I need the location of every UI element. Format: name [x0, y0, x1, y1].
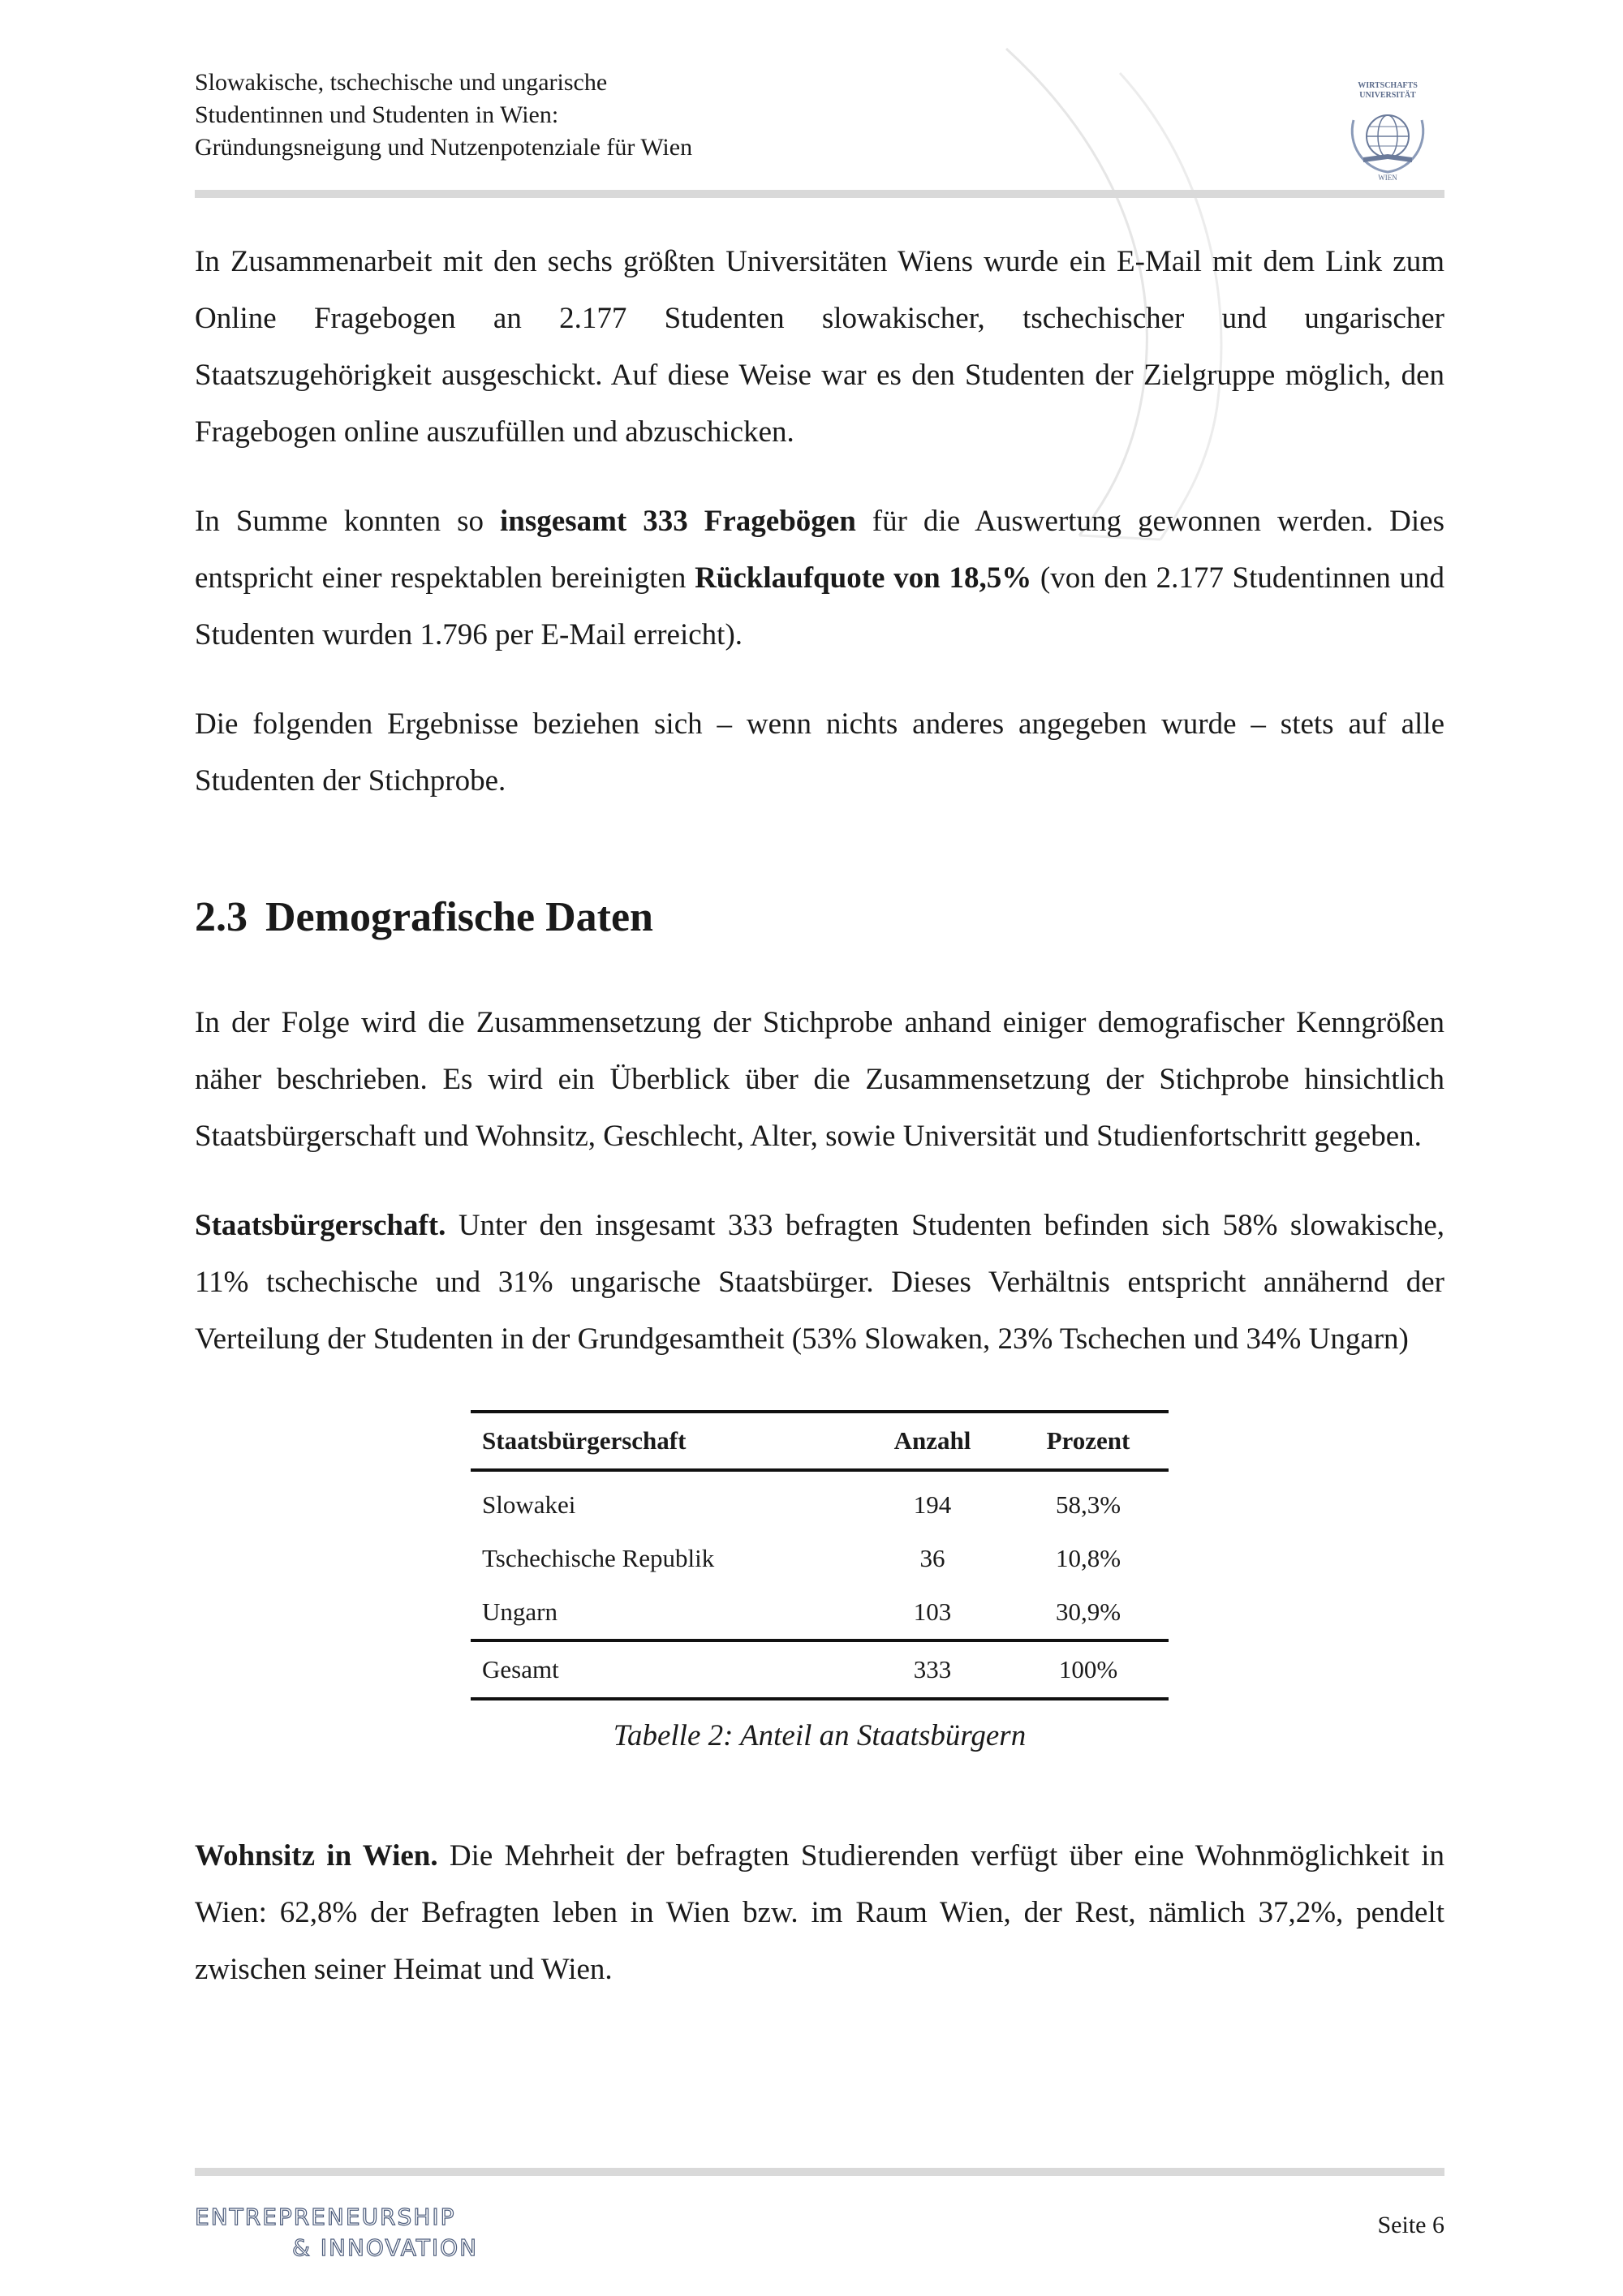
paragraph [195, 1828, 1444, 1998]
citizenship-table-wrapper [471, 1410, 1169, 1701]
text-run: (von den 2.177 Studentinnen und Studenten wurden 1.796 per E-Mail erreicht). [195, 561, 1444, 651]
paragraph: Die folgenden Ergebnisse beziehen sich – wenn nichts anderes angegeben wurde – stets auf alle Studenten der Stichprobe. [195, 707, 1444, 798]
paragraph [195, 493, 1444, 664]
paragraph-lead: Staatsbürgerschaft. [195, 1209, 446, 1242]
header-divider [195, 190, 1444, 198]
section-number: 2.3 [195, 894, 248, 940]
table-caption: Tabelle 2: Anteil an Staatsbürgern [613, 1719, 1027, 1752]
header-line: Slowakische, tschechische und ungarische [195, 69, 608, 96]
logo-text: UNIVERSITÄT [1359, 91, 1416, 100]
section-title: Demografische Daten [265, 894, 653, 940]
column-header: Staatsbürgerschaft [482, 1426, 687, 1455]
table-cell: Ungarn [482, 1597, 558, 1626]
header-line: Gründungsneigung und Nutzenpotenziale für Wien [195, 134, 693, 161]
bold-text: Rücklaufquote von 18,5% [695, 561, 1032, 595]
paragraph: In Zusammenarbeit mit den sechs größten Universitäten Wiens wurde ein E-Mail mit dem Link zum Online Fragebogen an 2.177 Studenten slowakischer, tschechischer und ungarischer Staatszugehörigkeit ausgeschickt. Auf diese Weise war es den Studenten der Zielgruppe möglich, den Fragebogen online auszufüllen und abzuschicken. [195, 245, 1444, 449]
page-number: Seite 6 [1377, 2212, 1444, 2238]
text-run: Die Mehrheit der befragten Studierenden verfügt über eine Wohnmöglichkeit in Wien: 62,8% der Befragten leben in Wien bzw. im Raum Wien, der Rest, nämlich 37,2%, pendelt zwischen seiner Heimat und Wien. [195, 1839, 1445, 1986]
table-row [471, 1532, 1169, 1585]
table-total-row [471, 1640, 1169, 1699]
table-header-row [471, 1412, 1169, 1470]
citizenship-table [471, 1410, 1169, 1701]
logo-text: WIEN [1378, 174, 1397, 182]
text-run: In Summe konnten so [195, 505, 501, 538]
table-cell: 103 [913, 1597, 952, 1626]
paragraph [195, 1197, 1444, 1368]
table-cell: Gesamt [482, 1655, 559, 1683]
table-cell: 36 [919, 1544, 945, 1572]
table-cell: 30,9% [1055, 1597, 1121, 1626]
university-logo [1331, 71, 1444, 185]
footer-divider [195, 2168, 1444, 2176]
header-line: Studentinnen und Studenten in Wien: [195, 101, 559, 128]
table-cell: Slowakei [482, 1490, 576, 1519]
table-cell: Tschechische Republik [482, 1544, 715, 1572]
logo-text: ENTREPRENEURSHIP [195, 2204, 456, 2230]
table-cell: 333 [913, 1655, 952, 1683]
page-header [195, 67, 1444, 182]
logo-text: & INNOVATION [292, 2234, 479, 2261]
text-run: Unter den insgesamt 333 befragten Studenten befinden sich 58% slowakische, 11% tschechische und 31% ungarische Staatsbürger. Dieses Verhältnis entspricht annähernd der Verteilung der Studenten in der Grundgesamtheit (53% Slowaken, 23% Tschechen und 34% Ungarn) [195, 1209, 1444, 1356]
section-heading [195, 889, 1444, 946]
table-cell: 100% [1058, 1655, 1118, 1683]
logo-text: WIRTSCHAFTS [1358, 81, 1418, 90]
bold-text: insgesamt 333 Fragebögen [500, 505, 856, 538]
table-cell: 194 [913, 1490, 952, 1519]
page-content [195, 234, 1444, 2031]
table-cell: 10,8% [1055, 1544, 1121, 1572]
column-header: Prozent [1046, 1426, 1130, 1455]
table-cell: 58,3% [1055, 1490, 1121, 1519]
entrepreneurship-innovation-logo [195, 2200, 519, 2262]
table-row [471, 1585, 1169, 1640]
paragraph: In der Folge wird die Zusammensetzung der Stichprobe anhand einiger demografischer Kenngrößen näher beschrieben. Es wird ein Überblick über die Zusammensetzung der Stichprobe hinsichtlich Staatsbürgerschaft und Wohnsitz, Geschlecht, Alter, sowie Universität und Studienfortschritt gegeben. [195, 1006, 1444, 1153]
table-row [471, 1470, 1169, 1532]
text-run: für die Auswertung gewonnen werden. Dies entspricht einer respektablen bereinigten [195, 505, 1445, 595]
header-title [195, 67, 1444, 164]
column-header: Anzahl [893, 1426, 971, 1455]
paragraph-lead: Wohnsitz in Wien. [195, 1839, 438, 1872]
